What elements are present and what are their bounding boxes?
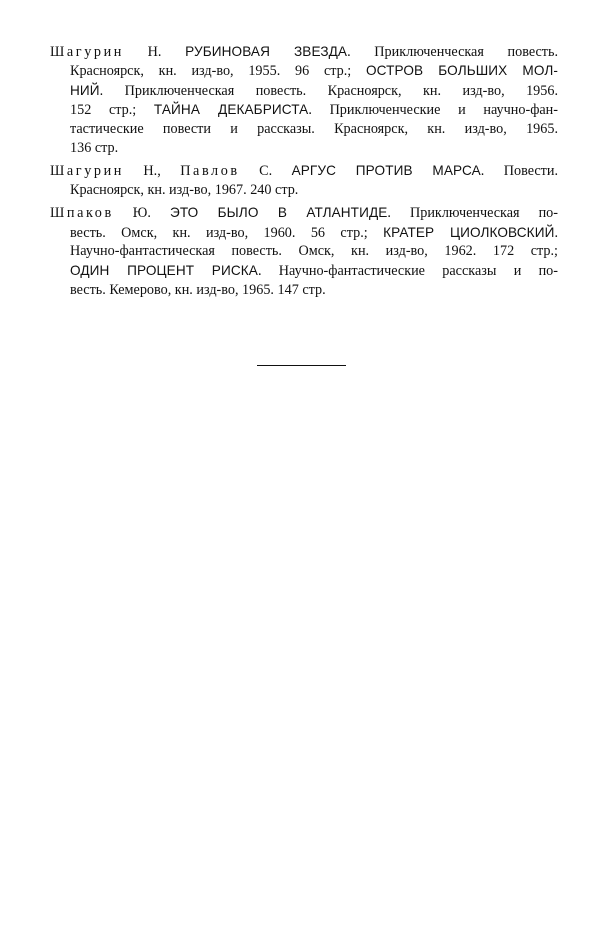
- entry-line: [50, 100, 558, 119]
- entry-line: [50, 81, 558, 100]
- entry-fragment: Научно-фантастическая повесть. Омск, кн. изд-во, 1962. 172 стр.;: [70, 242, 558, 259]
- entry-fragment: ТАЙНА ДЕКАБРИСТА: [153, 102, 309, 118]
- entry-line: [50, 223, 558, 242]
- entry-line: [50, 203, 558, 222]
- bibliography-entry: [50, 42, 558, 158]
- entry-line: [50, 261, 558, 280]
- entry-fragment: РУБИНОВАЯ ЗВЕЗДА: [185, 44, 348, 59]
- entry-fragment: Н.: [124, 44, 186, 60]
- entry-line: [50, 139, 558, 158]
- entry-fragment: ОДИН ПРОЦЕНТ РИСКА: [70, 263, 258, 279]
- section-divider: [257, 365, 346, 366]
- entry-fragment: . Научно-фантастические рассказы и по-: [257, 263, 558, 280]
- entry-line: [50, 281, 558, 300]
- bibliography-entry: [50, 203, 558, 300]
- entry-fragment: . Повести.: [480, 163, 558, 180]
- entry-fragment: ОСТРОВ БОЛЬШИХ МОЛ-: [365, 63, 558, 79]
- bibliography-entry: [50, 161, 558, 200]
- entry-line: [50, 181, 558, 200]
- entry-fragment: Н.,: [124, 163, 181, 180]
- entry-fragment: ЭТО БЫЛО В АТЛАНТИДЕ: [169, 205, 388, 221]
- entry-fragment: Шагурин: [50, 44, 125, 60]
- entry-fragment: 152 стр.;: [70, 102, 154, 119]
- entry-fragment: . Приключенческая повесть. Красноярск, кн. изд-во, 1956.: [99, 82, 558, 99]
- entry-line: [50, 120, 558, 139]
- entry-fragment: . Приключенческая повесть.: [347, 44, 558, 60]
- entry-fragment: Шагурин: [50, 163, 125, 180]
- entry-fragment: Красноярск, кн. изд-во, 1967. 240 стр.: [70, 181, 299, 198]
- entry-fragment: 136 стр.: [70, 139, 119, 156]
- entry-fragment: С.: [239, 163, 292, 180]
- entry-fragment: тастические повести и рассказы. Красноярск, кн. изд-во, 1965.: [70, 120, 558, 137]
- entry-fragment: АРГУС ПРОТИВ МАРСА: [291, 163, 481, 179]
- entry-fragment: . Приключенческая по-: [387, 205, 558, 222]
- bibliography-entries: [50, 42, 558, 303]
- entry-fragment: КРАТЕР ЦИОЛКОВСКИЙ: [383, 224, 555, 240]
- entry-fragment: НИЙ: [70, 82, 100, 98]
- entry-line: [50, 61, 558, 80]
- entry-fragment: весть. Кемерово, кн. изд-во, 1965. 147 стр.: [70, 281, 326, 298]
- entry-fragment: весть. Омск, кн. изд-во, 1960. 56 стр.;: [70, 224, 384, 241]
- entry-fragment: .: [554, 224, 558, 241]
- entry-fragment: Красноярск, кн. изд-во, 1955. 96 стр.;: [70, 63, 366, 80]
- entry-fragment: Павлов: [180, 163, 240, 180]
- entry-line: [50, 242, 558, 261]
- entry-line: [50, 161, 558, 180]
- entry-line: [50, 42, 558, 61]
- entry-fragment: Шпаков: [50, 205, 114, 222]
- entry-fragment: . Приключенческие и научно-фан-: [308, 102, 558, 119]
- entry-fragment: Ю.: [113, 205, 170, 222]
